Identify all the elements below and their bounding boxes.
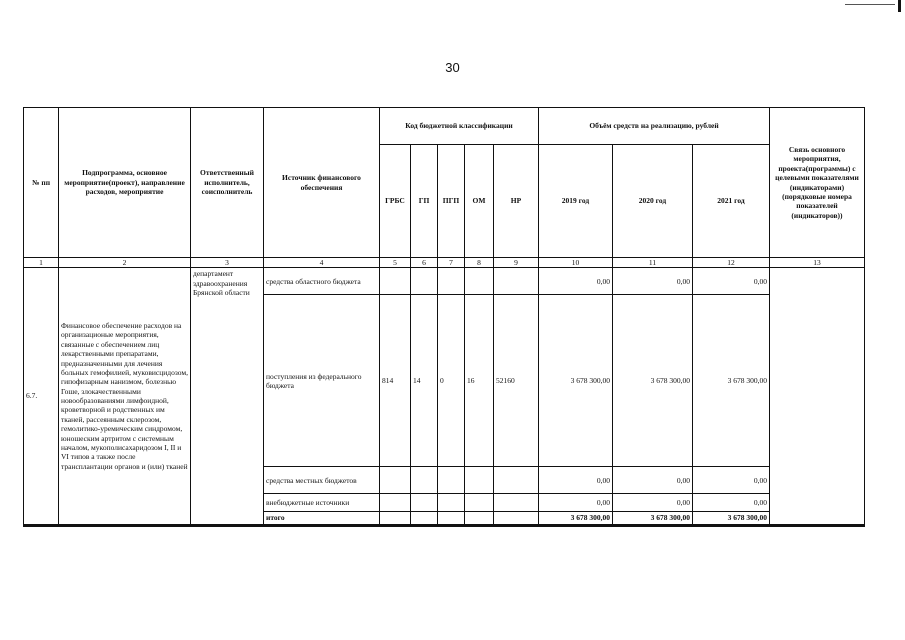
column-number: 1 bbox=[24, 258, 59, 268]
column-number: 9 bbox=[494, 258, 539, 268]
code-pgp bbox=[438, 494, 465, 512]
code-nr bbox=[494, 512, 539, 525]
code-pgp: 0 bbox=[438, 295, 465, 467]
source-name: поступления из федерального бюджета bbox=[264, 295, 380, 467]
header-link: Связь основного мероприятия, проекта(программы) с целевыми показателями (индикаторами) (порядковые номера показателей (индикаторов)) bbox=[770, 108, 865, 258]
amount-2020: 0,00 bbox=[613, 494, 693, 512]
column-number: 7 bbox=[438, 258, 465, 268]
amount-2019: 3 678 300,00 bbox=[539, 295, 613, 467]
column-number: 6 bbox=[411, 258, 438, 268]
header-grbs: ГРБС bbox=[380, 145, 411, 258]
header-om: ОМ bbox=[465, 145, 494, 258]
header-executor: Ответственный исполнитель, соисполнитель bbox=[191, 108, 264, 258]
source-name: средства областного бюджета bbox=[264, 268, 380, 295]
amount-2021: 0,00 bbox=[693, 268, 770, 295]
amount-2021: 3 678 300,00 bbox=[693, 295, 770, 467]
total-2020: 3 678 300,00 bbox=[613, 512, 693, 525]
column-number: 2 bbox=[59, 258, 191, 268]
header-gp: ГП bbox=[411, 145, 438, 258]
code-gp bbox=[411, 494, 438, 512]
total-2021: 3 678 300,00 bbox=[693, 512, 770, 525]
code-gp bbox=[411, 467, 438, 494]
column-number: 3 bbox=[191, 258, 264, 268]
column-number: 4 bbox=[264, 258, 380, 268]
amount-2020: 0,00 bbox=[613, 268, 693, 295]
column-number: 12 bbox=[693, 258, 770, 268]
amount-2019: 0,00 bbox=[539, 268, 613, 295]
header-nr: НР bbox=[494, 145, 539, 258]
amount-2021: 0,00 bbox=[693, 467, 770, 494]
column-number: 10 bbox=[539, 258, 613, 268]
header-subprogram: Подпрограмма, основное мероприятие(проект), направление расходов, мероприятие bbox=[59, 108, 191, 258]
code-grbs bbox=[380, 467, 411, 494]
amount-2020: 0,00 bbox=[613, 467, 693, 494]
code-nr: 52160 bbox=[494, 295, 539, 467]
code-nr bbox=[494, 494, 539, 512]
code-grbs: 814 bbox=[380, 295, 411, 467]
code-pgp bbox=[438, 512, 465, 525]
column-number: 8 bbox=[465, 258, 494, 268]
amount-2019: 0,00 bbox=[539, 467, 613, 494]
code-grbs bbox=[380, 494, 411, 512]
code-nr bbox=[494, 467, 539, 494]
row-number: 6.7. bbox=[24, 268, 59, 525]
code-pgp bbox=[438, 268, 465, 295]
header-2021: 2021 год bbox=[693, 145, 770, 258]
header-pgp: ПГП bbox=[438, 145, 465, 258]
code-grbs bbox=[380, 268, 411, 295]
row-executor: департамент здравоохранения Брянской области bbox=[191, 268, 264, 525]
page-number: 30 bbox=[445, 60, 460, 75]
source-name: внебюджетные источники bbox=[264, 494, 380, 512]
header-budget-code: Код бюджетной классификации bbox=[380, 108, 539, 145]
header-2019: 2019 год bbox=[539, 145, 613, 258]
column-number: 11 bbox=[613, 258, 693, 268]
amount-2019: 0,00 bbox=[539, 494, 613, 512]
header-no: № пп bbox=[24, 108, 59, 258]
code-gp bbox=[411, 268, 438, 295]
corner-mark bbox=[898, 0, 901, 12]
header-funding: Объём средств на реализацию, рублей bbox=[539, 108, 770, 145]
code-om: 16 bbox=[465, 295, 494, 467]
code-gp bbox=[411, 512, 438, 525]
budget-table bbox=[23, 107, 865, 527]
column-number: 13 bbox=[770, 258, 865, 268]
column-number: 5 bbox=[380, 258, 411, 268]
code-om bbox=[465, 512, 494, 525]
top-rule bbox=[845, 4, 895, 5]
code-om bbox=[465, 467, 494, 494]
total-2019: 3 678 300,00 bbox=[539, 512, 613, 525]
amount-2021: 0,00 bbox=[693, 494, 770, 512]
amount-2020: 3 678 300,00 bbox=[613, 295, 693, 467]
row-description: Финансовое обеспечение расходов на организационые мероприятия, связанные с обеспечением лиц лекарственными препаратами, предназначенными для лечения больных гемофилией, муковисцидозом, гипофизарным нанизмом, болезнью Гоше, злокачественными новообразованиями лимфоидной, кроветворной и родственных им тканей, рассеянным склерозом, гемолитико-уремическим синдромом, юношеским артритом с системным началом, мукополисахаридозом I, II и VI типов а также после трансплантации органов и (или) тканей bbox=[59, 268, 191, 525]
code-nr bbox=[494, 268, 539, 295]
code-grbs bbox=[380, 512, 411, 525]
header-2020: 2020 год bbox=[613, 145, 693, 258]
source-name: средства местных бюджетов bbox=[264, 467, 380, 494]
code-om bbox=[465, 268, 494, 295]
code-om bbox=[465, 494, 494, 512]
total-label: итого bbox=[264, 512, 380, 525]
code-gp: 14 bbox=[411, 295, 438, 467]
indicator-link-cell bbox=[770, 268, 865, 525]
code-pgp bbox=[438, 467, 465, 494]
header-source: Источник финансового обеспечения bbox=[264, 108, 380, 258]
